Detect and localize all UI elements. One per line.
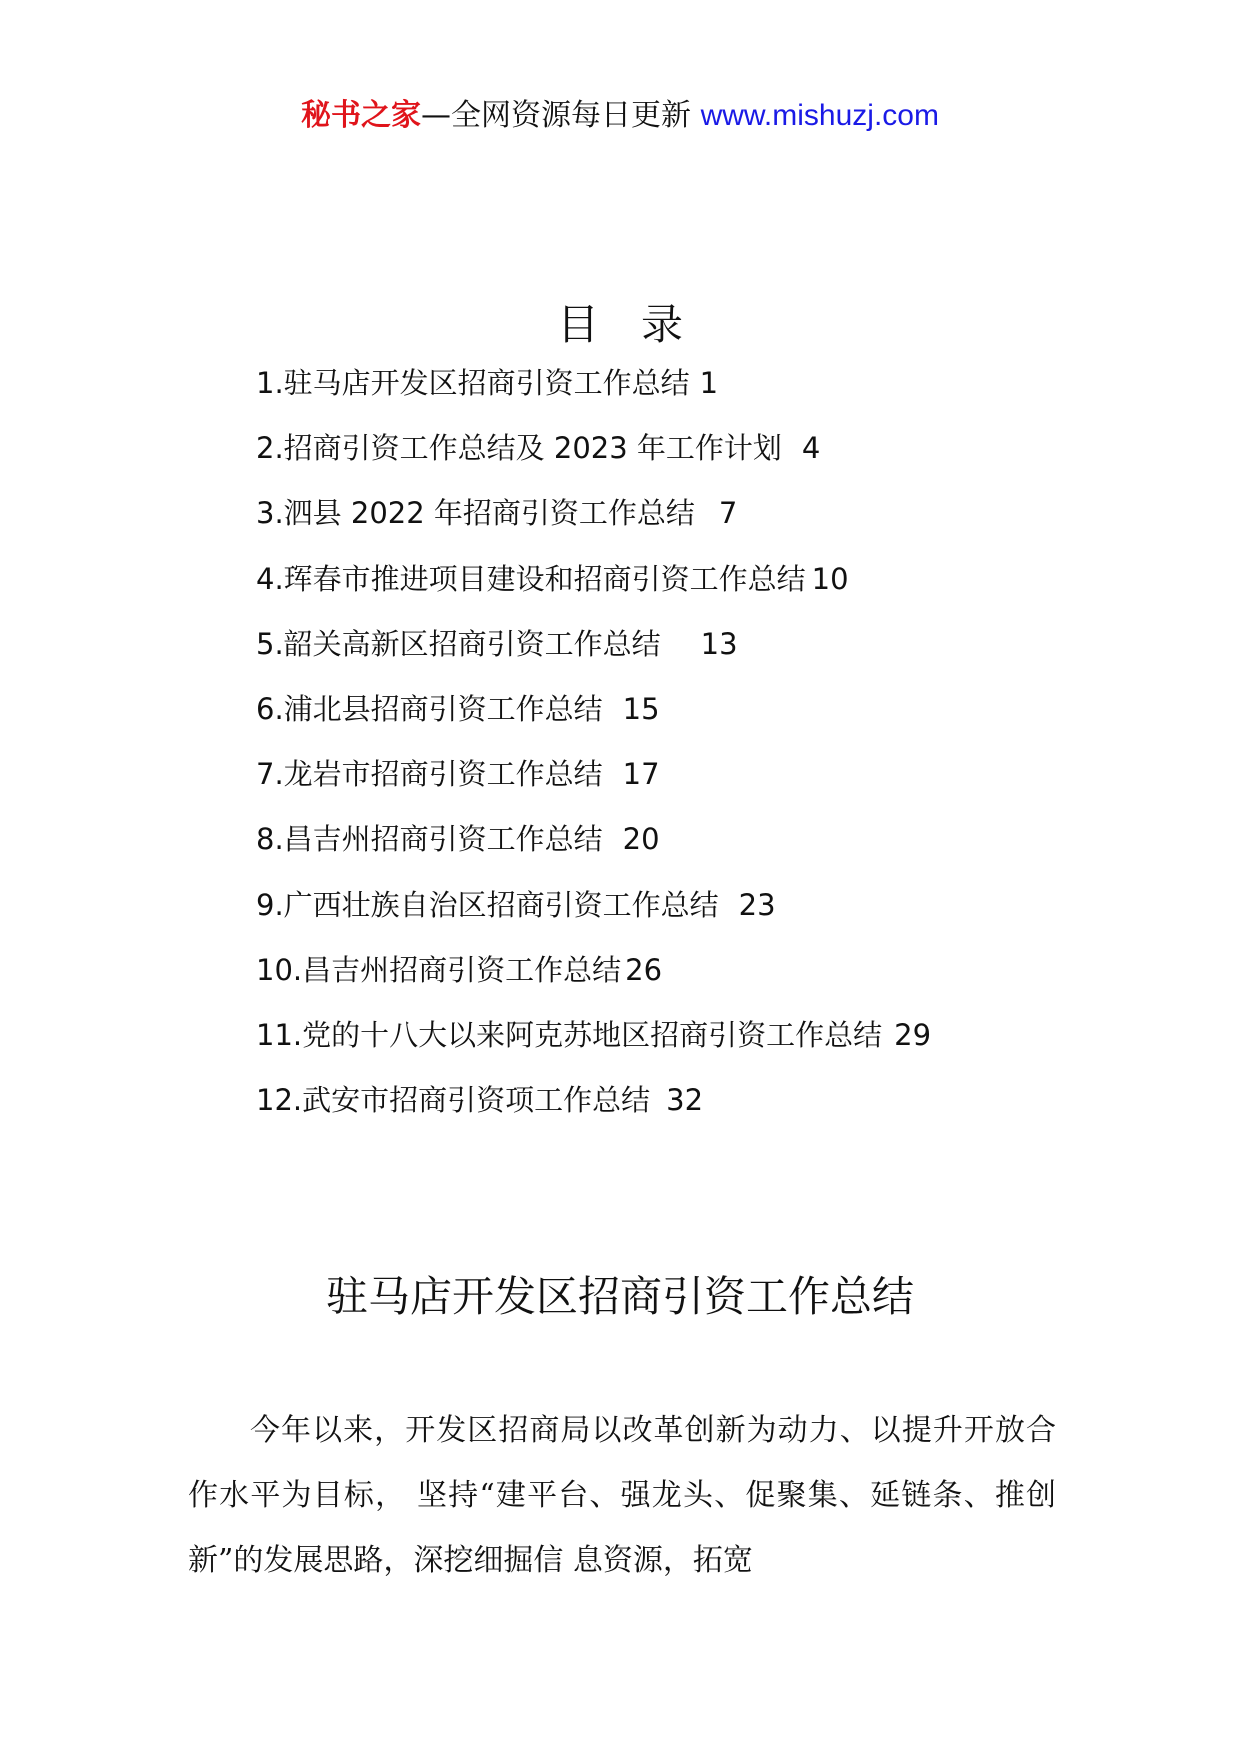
toc-item-page: 20 xyxy=(622,822,660,857)
toc-item-label: 2.招商引资工作总结及 2023 年工作计划 xyxy=(256,431,782,466)
toc-item-page: 17 xyxy=(622,757,660,792)
toc-item-page: 4 xyxy=(801,431,821,466)
toc-item-label: 10.昌吉州招商引资工作总结 xyxy=(256,952,622,987)
site-header xyxy=(0,90,1240,134)
brand-name: 秘书之家 xyxy=(301,98,422,133)
table-of-contents xyxy=(256,358,931,1140)
toc-item[interactable] xyxy=(256,880,931,945)
toc-item-label: 7.龙岩市招商引资工作总结 xyxy=(256,757,603,792)
toc-item-label: 5.韶关高新区招商引资工作总结 xyxy=(256,626,661,661)
toc-item-label: 6.浦北县招商引资工作总结 xyxy=(256,691,603,726)
toc-item-page: 1 xyxy=(699,366,719,400)
body-paragraph: 今年以来，开发区招商局以改革创新为动力、以提升开放合作水平为目标， 坚持“建平台、强龙头、促聚集、延链条、推创新”的发展思路，深挖细掘信 息资源，拓宽 xyxy=(188,1413,1056,1578)
toc-item[interactable] xyxy=(256,945,931,1010)
toc-item[interactable] xyxy=(256,554,931,619)
toc-item-page: 7 xyxy=(718,496,738,531)
section-title: 驻马店开发区招商引资工作总结 xyxy=(325,1272,914,1321)
toc-item[interactable] xyxy=(256,814,931,879)
toc-item-label: 11.党的十八大以来阿克苏地区招商引资工作总结 xyxy=(256,1017,883,1052)
toc-item[interactable] xyxy=(256,1075,931,1140)
toc-item-page: 26 xyxy=(625,952,663,987)
toc-item-page: 23 xyxy=(738,887,776,922)
site-url-link[interactable]: www.mishuzj.com xyxy=(700,99,939,132)
header-tagline: —全网资源每日更新 xyxy=(421,98,692,133)
toc-item[interactable] xyxy=(256,619,931,684)
toc-item-page: 29 xyxy=(894,1017,932,1052)
toc-item-page: 15 xyxy=(622,691,660,726)
toc-item[interactable] xyxy=(256,749,931,814)
toc-item[interactable] xyxy=(256,684,931,749)
toc-item[interactable] xyxy=(256,1010,931,1075)
toc-item[interactable] xyxy=(256,488,931,553)
toc-item-label: 3.泗县 2022 年招商引资工作总结 xyxy=(256,496,695,531)
toc-item[interactable] xyxy=(256,358,931,423)
toc-item-page: 13 xyxy=(700,626,738,661)
toc-item-label: 8.昌吉州招商引资工作总结 xyxy=(256,822,603,857)
toc-item-label: 4.珲春市推进项目建设和招商引资工作总结 xyxy=(256,561,806,596)
toc-item-label: 1.驻马店开发区招商引资工作总结 xyxy=(256,366,690,400)
toc-item-label: 12.武安市招商引资项工作总结 xyxy=(256,1083,651,1118)
toc-item-page: 10 xyxy=(811,561,849,596)
toc-title: 目 录 xyxy=(556,300,683,349)
toc-item-label: 9.广西壮族自治区招商引资工作总结 xyxy=(256,887,719,922)
toc-item-page: 32 xyxy=(666,1083,704,1118)
toc-item[interactable] xyxy=(256,423,931,488)
